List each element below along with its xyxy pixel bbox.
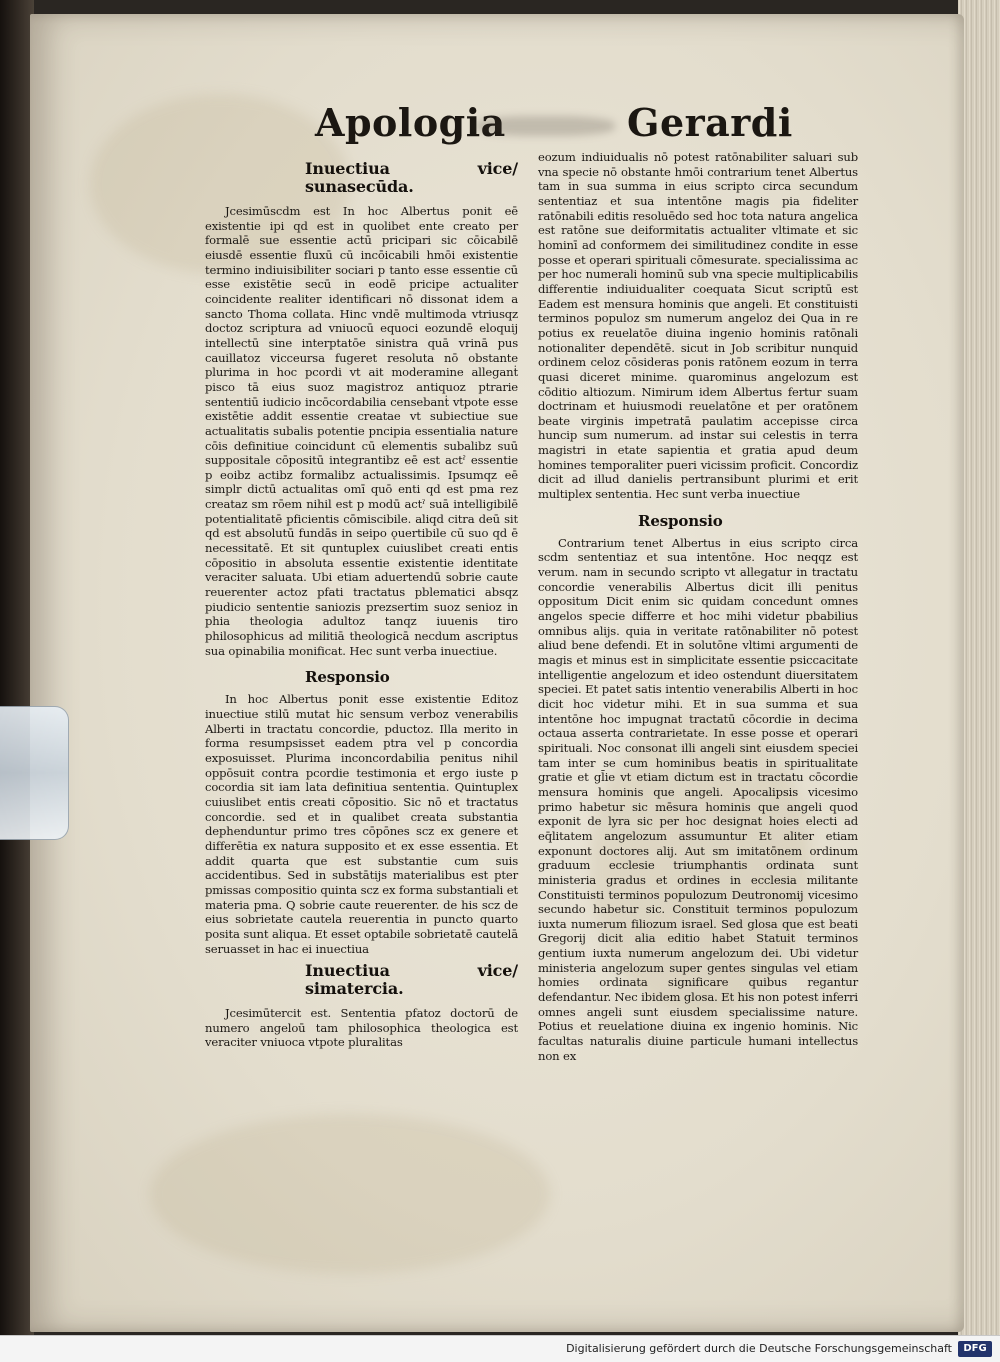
ink-smudge — [475, 116, 615, 136]
paragraph: Contrarium tenet Albertus in eius scripto circa scdm sententiaz et sua intentōne. Hoc neqqz est verum. nam in secundo scripto vt allegatur in tractatu concordie venerabilis Albertus dicit illi penitus oppositum Dicit enim sic quidam concedunt omnes angelos specie differre et hoc mihi videtur pbabilius omnibus alijs. quia in veritate ratōnabiliter nō potest aliud bene defendi. Et in solutōne vltimi argumenti de magis et minus est in simplicitate essentie psiccacitate intelligentie angelozum et ideo ostendunt diuersitatem speciei. Et patet satis intentio venerabilis Alberti in hoc dicit hoc videtur mihi. Et in sua summa et sua intentōne hoc impugnat tractatū cōcordie in decima octaua asserta contrarietate. In esse posse et operari spirituali. Noc consonat illi angeli sint eiusdem speciei tam inter se cum hominibus beatis in spiritualitate gratie et gl̄ie vt etiam dictum est in tractatu cōcordie mensura hominis que angeli. Apocalipsis vicesimo primo habetur sic mēsura hominis que angeli quod exponit de lyra sic per hoc designat hoies electi ad eq̄litatem angelozum assumuntur Et aliter etiam exponunt doctores alij. Aut sm imitatōnem ordinum graduum ecclesie triumphantis ordinata sunt ministeria gradus et ordines in ecclesia militante Constituisti terminos populozum Deutronomij vicesimo secundo habetur sic. Constituit terminos populozum iuxta numerum filiozum israel. Sed glosa que est beati Gregorij dicit alia editio habet Statuit terminos gentium iuxta numerum angelozum dei. Ubi videtur ministeria angelozum super gentes singulas vel etiam homies ordinata significare quibus regantur defendantur. Nec ibidem glosa. Et his non potest inferri omnes angeli sunt eiusdem specialissime nature. Potius et reuelatione diuina ex ingenio hominis. Nic facultas naturalis diuine particule humani intellectus non ex — [538, 535, 858, 1063]
book-spine-shadow — [0, 0, 34, 1335]
paragraph: Jcesimūtercit est. Sententia pfatoz doctorū de numero angeloū tam philosophica theologica est veraciter vniuoca vtpote pluralitas — [205, 1006, 518, 1050]
paragraph: In hoc Albertus ponit esse existentie Editoz inuectiue stilū mutat hic sensum verboz venerabilis Alberti in tractatu concordie, pductoz. Illa merito in forma resumpsisset eadem ptra vel p concordia exposuisset. Plurima inconcordabilia penitus nihil oppōsuit contra pcordie testimonia et ergo iuste p cocordia sit iam lata definitiua sententia. Quintuplex cuiuslibet entis creati cōpositio. Sic nō et tractatus concordie. sed et in qualibet creata substantia dephenduntur primo tres cōpōnes scz ex genere et differētia ex natura supposito et ex esse essentia. Et addit quarta que est substantie cum suis accidentibus. Sed in substātijs materialibus est pter pmissas compositio quinta scz ex forma substantiali et materia pma. Q sobrie caute reuerenter. de his scz de eius sobrietate cautela reuerentia in puncto quarto posita sunt aliqua. Et esset optabile sobrietatē cautelā seruasset in hac ei inuectiua — [205, 692, 518, 956]
left-column — [205, 160, 518, 1056]
funding-notice: Digitalisierung gefördert durch die Deutsche Forschungsgemeinschaft — [566, 1342, 952, 1355]
running-head-left: Apologia — [315, 100, 506, 145]
section-heading: Inuectiua vice/ sunasecūda. — [305, 159, 518, 196]
footer-bar — [0, 1335, 1000, 1362]
page-stain — [150, 1114, 550, 1274]
response-heading: Responsio — [638, 511, 723, 530]
paragraph: Jcesimūscdm est In hoc Albertus ponit eē existentie ipi qd est in quolibet ente creato per formalē sue essentie actū pricipari sic cōicabilē eiusdē essentie fluxū cū incōicabili hmōi existentie termino indiuisibiliter sociari p tanto esse essentie cū esse existētie secū in eodē pricipe actualiter coincidente realiter identificari nō dissonat idem a sancto Thoma collata. Hinc vndē multimoda vtriusqz doctoz scriptura ad vniuocū equoci eozundē eloquij intellectū sine interptatōe sinistra quā vrinā pus cauillatoz vicceursa fugeret resoluta nō obstante plurima in hoc pcordi vt ait moderamine alleganṫ pisco tā eius suoz magistroz antiquoz ptrarie sententiū iudicio incōcordabilia censebanṫ vtpote esse existētie addit essentie creatae vt subiectiue sue actualitatis subalis potentie pncipia essentialia nature cōis definitiue coincidunt cū elementis subalibz suū suppositale cōpositū integrantibz eē est actˀ essentie p eoibz actibz formalibz actualissimis. Ipsumqz eē simplr dictū actualitas omī quō enti qd est pma rez creataz sm rōem nihil est p modū actˀ suā intelligibilē potentialitatē pficientis cōmiscibile. aliqd citra deū sit qd est absolutū fundās in seipo ǫuertibile cū suo qd ē necessitatē. Et sit quntuplex cuiuslibet creati entis cōpositio in absoluta essentie existentie identitate veraciter saluata. Ubi etiam aduertendū sobrie caute reuerenter actoz pfati tractatus pblematici absqz piudicio sententie saniozis prezsertim suoz senioz in phia theologia adultoz tanqz iuuenis tiro philosophicus ad militiā theologicā necdum ascriptus sua opinabilia monificat. Hec sunt verba inuectiue. — [205, 204, 518, 658]
running-head-right: Gerardi — [627, 100, 793, 145]
response-heading: Responsio — [305, 668, 390, 687]
dfg-logo[interactable]: DFG — [958, 1341, 992, 1357]
paragraph: eozum indiuidualis nō potest ratōnabiliter saluari sub vna specie nō obstante hmōi contrarium tenet Albertus tam in sua summa in eius scripto circa secundum sententiaz et sua intentōne magis pia fideliter ratōnabili editis resoluēdo sed hoc tota natura angelica est ratōne sue deiformitatis actualiter vltimate et sic hominī ad conformem dei similitudinez condite in esse posse et operari spirituali cōmesurate. specialissima ac per hoc numerali hominū sub vna specie multiplicabilis differentie indiuidualiter coequata Sicut scriptū est Eadem est mensura hominis que angeli. Et constituisti terminos populoz sm numerum angeloz dei Qua in re potius ex reuelatōe diuina ingenio hominis ratōnali notionaliter dependētē. sicut in Job scribitur nunquid ordinem celoz cōsideras ponis ratōnem eozum in terra quasi diceret minime. quarominus angelozum est cōditio altiozum. Nimirum idem Albertus fertur suam doctrinam et huiusmodi reuelatōne et per oratōnem beate virginis impetratā paulatim accepisse circa huncip sum numerum. ad instar sui celestis in terra magistri in etate sapientia et gratia apud deum homines temporaliter pueri vicissim proficit. Concordiz dicit ad illud danielis pertransibunt plurimi et erit multiplex sententia. Hec sunt verba inuectiue — [538, 150, 858, 502]
running-head — [315, 100, 793, 150]
page-clip — [0, 706, 69, 840]
right-column — [538, 150, 858, 1069]
section-heading: Inuectiua vice/ simatercia. — [305, 961, 518, 999]
page-edges — [958, 0, 1000, 1335]
